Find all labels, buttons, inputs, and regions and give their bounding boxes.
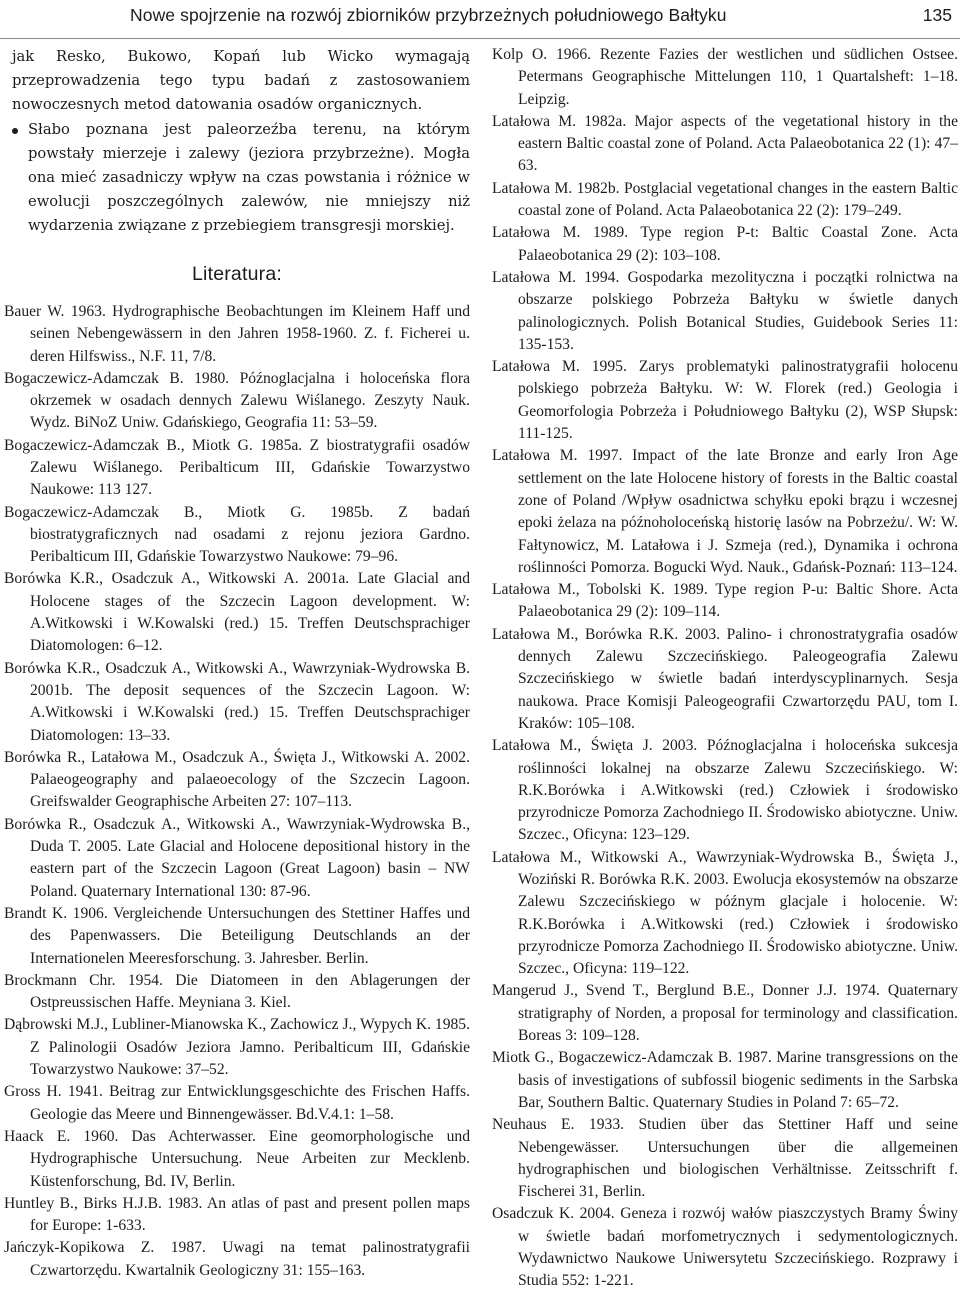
reference-item: Haack E. 1960. Das Achterwasser. Eine geomorphologische und Hydrographische Untersuchung. Neue Arbeiten zur Mecklenb. Küstenforschung, Bd. IV, Berlin. [4,1127,470,1190]
bullet-item [4,118,470,239]
reference-item: Bogaczewicz-Adamczak B. 1980. Późnoglacjalna i holoceńska flora okrzemek w osadach dennych Zalewu Wiślanego. Zeszyty Nauk. Wydz. BiNoZ Uniw. Gdańskiego, Geografia 11: 53–59. [4,369,470,432]
intro-paragraph: jak Resko, Bukowo, Kopań lub Wicko wymagają przeprowadzenia tego typu badań z zastosowaniem nowoczesnych metod datowania osadów organicznych. [12,48,470,114]
bullet-text: Słabo poznana jest paleorzeźba terenu, na którym powstały mierzeje i zalewy (jeziora przybrzeżne). Mogła ona mieć zasadniczy wpływ na czas powstania i różnice w ewolucji poszczególnych zalewów, nie mniejszy niż wydarzenia związane z przebiegiem transgresji morskiej. [28,120,470,235]
reference-item: Borówka K.R., Osadczuk A., Witkowski A., Wawrzyniak-Wydrowska B. 2001b. The deposit sequences of the Szczecin Lagoon. W: A.Witkowski i W.Kowalski (red.) 15. Treffen Deutschsprachiger Diatomologen: 13–33. [4,659,470,744]
reference-item: Kolp O. 1966. Rezente Fazies der westlichen und südlichen Ostsee. Petermans Geographische Mittelungen 110, 1 Quartalsheft: 1–18. Leipzig. [492,46,958,108]
reference-item: Latałowa M. 1997. Impact of the late Bronze and early Iron Age settlement on the late Holocene history of forests in the Baltic coastal zone of Poland /Wpływ osadnictwa schyłku epoki brązu i wczesnej epoki żelaza na późnoholoceńską historię lasów na Pobrzeżu/. W: W. Fałtynowicz, M. Latałowa i J. Szmeja (red.), Dynamika i ochrona roślinności Pomorza. Bogucki Wyd. Nauk., Gdańsk-Poznań: 113–124. [492,447,958,576]
reference-item: Latałowa M., Borówka R.K. 2003. Palino- i chronostratygrafia osadów dennych Zalewu Szczecińskiego. Paleogeografia Zalewu Szczecińskiego w świetle badań interdyscyplinarnych. Sesja naukowa. Prace Komisji Paleogeografii Czwartorzędu PAU, tom I. Kraków: 105–108. [492,625,958,732]
reference-item: Latałowa M., Tobolski K. 1989. Type region P-u: Baltic Shore. Acta Palaeobotanica 29 (2): 109–114. [492,581,958,621]
literature-heading: Literatura: [192,262,282,285]
reference-item: Mangerud J., Svend T., Berglund B.E., Donner J.J. 1974. Quaternary stratigraphy of Norden, a proposal for terminology and classification. Boreas 3: 109–128. [492,982,958,1045]
bullet-dot-icon [12,128,18,134]
reference-item: Latałowa M. 1995. Zarys problematyki palinostratygrafii holocenu polskiego pobrzeża Bałtyku. W: W. Florek (red.) Geologia i Geomorfologia Pobrzeża i Południowego Bałtyku (2), WSP Słupsk: 111-125. [492,358,958,443]
reference-item: Bauer W. 1963. Hydrographische Beobachtungen im Kleinem Haff und seinen Nebengewässern in den Jahren 1958-1960. Z. f. Ficherei u. deren Hilfswiss., N.F. 11, 7/8. [4,302,470,365]
reference-item: Bogaczewicz-Adamczak B., Miotk G. 1985a. Z biostratygrafii osadów Zalewu Wiślanego. Peribalticum III, Gdańskie Towarzystwo Naukowe: 113 127. [4,436,470,499]
reference-item: Borówka R., Latałowa M., Osadczuk A., Święta J., Witkowski A. 2002. Palaeogeography and palaeoecology of the Szczecin Lagoon. Greifswalder Geographische Arbeiten 27: 107–113. [4,748,470,811]
reference-item: Latałowa M. 1989. Type region P-t: Baltic Coastal Zone. Acta Palaeobotanica 29 (2): 103–108. [492,224,958,264]
running-header [0,0,960,39]
reference-item: Neuhaus E. 1933. Studien über das Stettiner Haff und seine Nebengewässer. Untersuchungen über die allgemeinen hydrographischen und biologischen Verhältnisse. Zeitsschrift f. Fischerei 31, Berlin. [492,1116,958,1201]
reference-item: Osadczuk K. 2004. Geneza i rozwój wałów piaszczystych Bramy Świny w świetle badań morfometrycznych i sedymentologicznych. Wydawnictwo Naukowe Uniwersytetu Szczecińskiego. Rozprawy i Studia 552: 1-221. [492,1205,958,1290]
reference-item: Borówka K.R., Osadczuk A., Witkowski A. 2001a. Late Glacial and Holocene stages of the Szczecin Lagoon development. W: A.Witkowski i W.Kowalski (red.) 15. Treffen Deutschsprachiger Diatomologen: 6–12. [4,570,470,655]
reference-item: Miotk G., Bogaczewicz-Adamczak B. 1987. Marine transgressions on the basis of investigations of subfossil biogenic sediments in the Sarbska Bar, Southern Baltic. Quaternary Studies in Poland 7: 65–72. [492,1049,958,1111]
reference-item: Latałowa M., Święta J. 2003. Późnoglacjalna i holoceńska sukcesja roślinności lokalnej na obszarze Zalewu Szczecińskiego. W: R.K.Borówka i A.Witkowski (red.) Człowiek i środowisko przyrodnicze Pomorza Zachodniego II. Środowisko abiotyczne. Uniw. Szczec., Oficyna: 123–129. [492,737,958,844]
reference-item: Gross H. 1941. Beitrag zur Entwicklungsgeschichte des Frischen Haffs. Geologie das Meere und Binnengewässer. Bd.V.4.1: 1–58. [4,1083,470,1123]
right-column [492,44,958,1293]
running-title: Nowe spojrzenie na rozwój zbiorników przybrzeżnych południowego Bałtyku [130,5,727,25]
reference-item: Bogaczewicz-Adamczak B., Miotk G. 1985b. Z badań biostratygraficznych nad osadami z rejonu jeziora Gardno. Peribalticum III, Gdańskie Towarzystwo Naukowe: 79–96. [4,503,470,566]
reference-item: Latałowa M. 1994. Gospodarka mezolityczna i początki rolnictwa na obszarze polskiego Pobrzeża Bałtyku w świetle danych palinologicznych. Polish Botanical Studies, Guidebook Series 11: 135-153. [492,268,958,353]
intro-text [4,45,470,239]
reference-item: Latałowa M. 1982a. Major aspects of the vegetational history in the eastern Baltic coastal zone of Poland. Acta Palaeobotanica 22 (1): 47–63. [492,112,958,175]
reference-item: Latałowa M., Witkowski A., Wawrzyniak-Wydrowska B., Święta J., Woziński R. Borówka R.K. 2003. Ewolucja ekosystemów na obszarze Zalewu Szczecińskiego w późnym glacjale i holocenie. W: R.K.Borówka i A.Witkowski (red.) Człowiek i środowisko przyrodnicze Pomorza Zachodniego II. Środowisko abiotyczne. Uniw. Szczec., Oficyna: 119–122. [492,848,958,978]
reference-item: Brockmann Chr. 1954. Die Diatomeen in den Ablagerungen der Ostpreussischen Haffe. Meyniana 3. Kiel. [4,971,470,1012]
reference-item: Jańczyk-Kopikowa Z. 1987. Uwagi na temat palinostratygrafii Czwartorzędu. Kwartalnik Geologiczny 31: 155–163. [4,1239,470,1279]
left-column [4,44,470,1282]
reference-item: Dąbrowski M.J., Lubliner-Mianowska K., Zachowicz J., Wypych K. 1985. Z Palinologii Osadów Jeziora Jamno. Peribalticum III, Gdańskie Towarzystwo Naukowe: 37–52. [4,1016,470,1079]
reference-item: Brandt K. 1906. Vergleichende Untersuchungen des Stettiner Haffes und des Papenwassers. Die Beteiligung Deutschlands an der Internationelen Meeresforschung. 3. Jahresber. Berlin. [4,904,470,967]
reference-list-right [492,44,958,1293]
reference-list-left [4,301,470,1282]
reference-item: Huntley B., Birks H.J.B. 1983. An atlas of past and present pollen maps for Europe: 1-633. [4,1194,470,1235]
reference-item: Latałowa M. 1982b. Postglacial vegetational changes in the eastern Baltic coastal zone of Poland. Acta Palaeobotanica 22 (2): 179–249. [492,179,958,220]
reference-item: Borówka R., Osadczuk A., Witkowski A., Wawrzyniak-Wydrowska B., Duda T. 2005. Late Glacial and Holocene depositional history in the eastern part of the Szczecin Lagoon (Great Lagoon) basin – NW Poland. Quaternary International 130: 87-96. [4,815,470,900]
page-number: 135 [922,5,952,25]
